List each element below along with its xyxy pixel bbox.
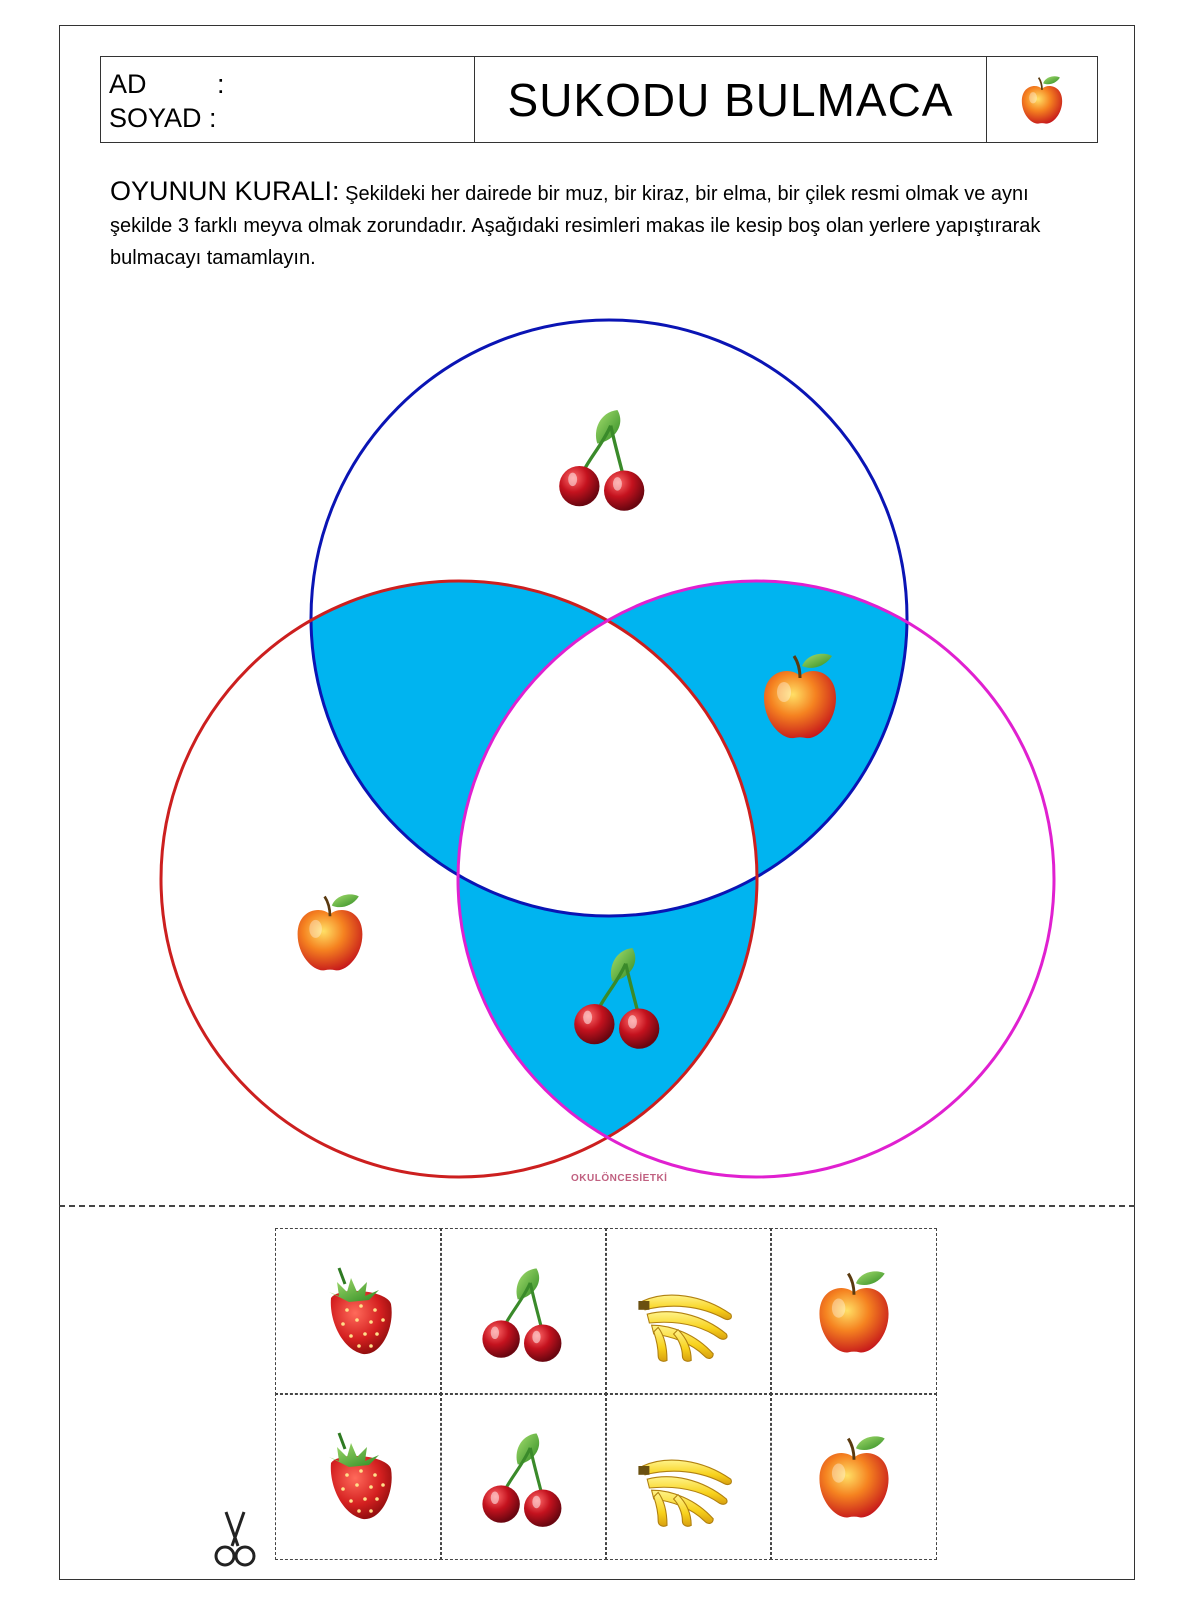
cutout-card[interactable] bbox=[770, 1228, 937, 1395]
cherry-icon bbox=[559, 410, 644, 511]
cutout-card[interactable] bbox=[605, 1393, 772, 1560]
apple-icon bbox=[806, 1256, 902, 1368]
apple-icon bbox=[806, 1421, 902, 1533]
watermark: OKULÖNCESİETKİ bbox=[571, 1173, 668, 1184]
rules-heading: OYUNUN KURALI: bbox=[110, 176, 340, 206]
cutout-card[interactable] bbox=[770, 1393, 937, 1560]
name-label: AD bbox=[109, 69, 147, 99]
rules-body: Şekildeki her dairede bir muz, bir kiraz, bir elma, bir çilek resmi olmak ve aynı şekilde 3 farklı meyva olmak zorundadır. Aşağıdaki resimleri makas ile kesip boş olan yerlere yapıştırarak bulmacayı tamamlayın. bbox=[110, 183, 1041, 269]
cutout-card[interactable] bbox=[440, 1228, 607, 1395]
strawberry-icon bbox=[309, 1257, 409, 1367]
shaded-intersections bbox=[161, 581, 1054, 1177]
cutout-grid bbox=[276, 1229, 936, 1589]
banana-icon bbox=[630, 1422, 748, 1532]
banana-icon bbox=[630, 1257, 748, 1367]
name-colon: : bbox=[217, 69, 225, 99]
cutout-card[interactable] bbox=[275, 1228, 442, 1395]
cherry-icon bbox=[472, 1253, 576, 1371]
page-title: SUKODU BULMACA bbox=[475, 57, 987, 142]
scissors-icon bbox=[212, 1510, 258, 1568]
strawberry-icon bbox=[309, 1422, 409, 1532]
cutout-card[interactable] bbox=[440, 1393, 607, 1560]
cutout-card[interactable] bbox=[605, 1228, 772, 1395]
cutout-card[interactable] bbox=[275, 1393, 442, 1560]
cherry-icon bbox=[472, 1418, 576, 1536]
cut-line bbox=[59, 1205, 1135, 1207]
apple-icon bbox=[298, 894, 363, 970]
surname-label: SOYAD : bbox=[109, 103, 217, 133]
